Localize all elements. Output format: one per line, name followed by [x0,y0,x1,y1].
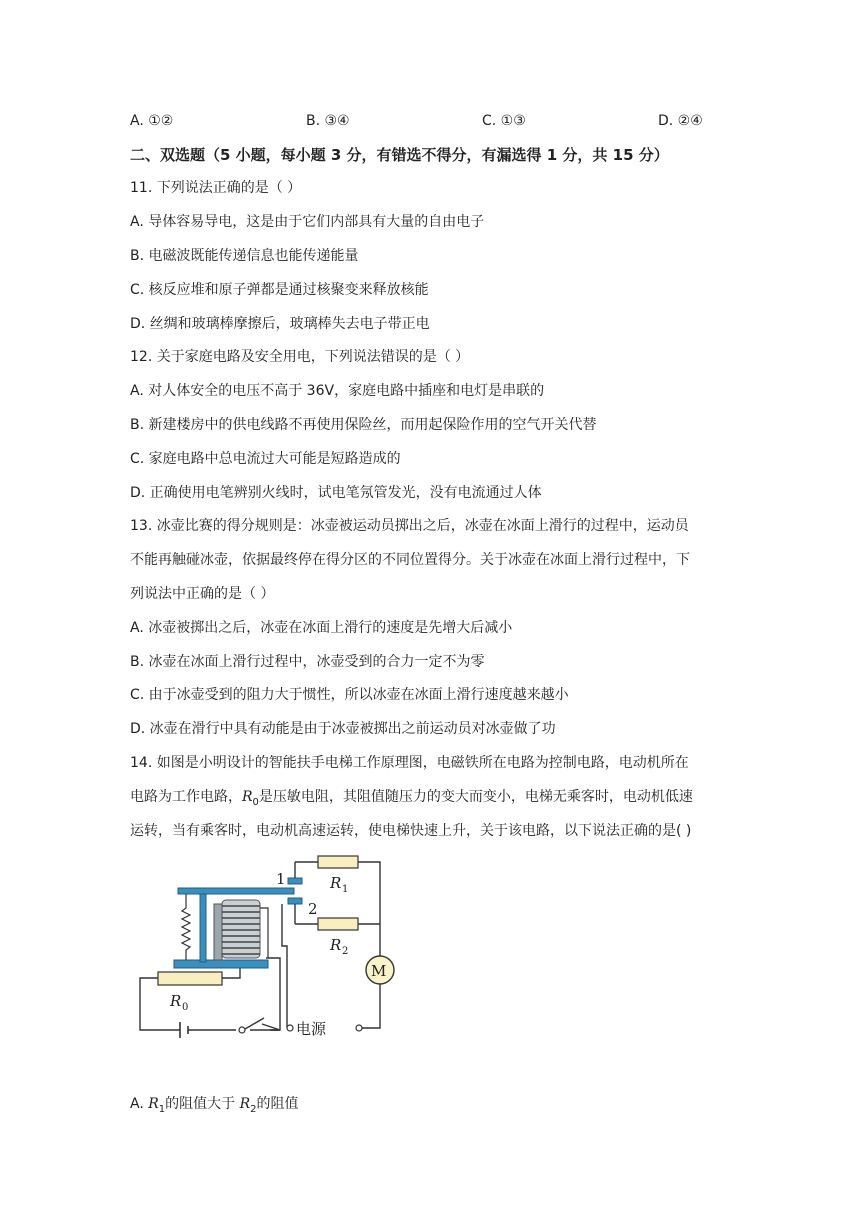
q13-stem-line1: 13. 冰壶比赛的得分规则是：冰壶被运动员掷出之后，冰壶在冰面上滑行的过程中，运动员 [130,518,689,534]
q12-option-a: A. 对人体安全的电压不高于 36V，家庭电路中插座和电灯是串联的 [130,383,545,399]
q13-stem-line2: 不能再触碰冰壶，依据最终停在得分区的不同位置得分。关于冰壶在冰面上滑行过程中，下 [130,552,690,568]
q13-option-d: D. 冰壶在滑行中具有动能是由于冰壶被掷出之前运动员对冰壶做了功 [130,721,556,737]
resistor-r0 [158,972,222,985]
q14-stem-line1: 14. 如图是小明设计的智能扶手电梯工作原理图，电磁铁所在电路为控制电路，电动机所在 [130,755,689,771]
q12-option-c: C. 家庭电路中总电流过大可能是短路造成的 [130,451,401,467]
spring-icon [182,900,190,960]
q14-option-a-r2-sub: 2 [250,1103,257,1115]
battery-icon [180,1022,188,1038]
q11-option-b: B. 电磁波既能传递信息也能传递能量 [130,248,359,264]
label-r1: R [330,874,342,892]
power-terminal-right [356,1025,362,1031]
section-title: 二、双选题（5 小题，每小题 3 分，有错选不得分，有漏选得 1 分，共 15 分） [130,146,669,164]
relay-base [174,960,268,968]
armature-post [200,890,206,962]
q14-option-a-mid: 的阻值大于 [165,1096,240,1112]
q14-option-a-r1-sub: 1 [158,1103,166,1115]
label-power: 电源 [296,1020,327,1038]
q12-stem: 12. 关于家庭电路及安全用电，下列说法错误的是（ ） [130,349,470,365]
power-terminal-left [287,1025,293,1031]
label-r2-sub: 2 [342,946,349,957]
q14-option-a-prefix: A. [130,1096,149,1112]
q13-option-c: C. 由于冰壶受到的阻力大于惯性，所以冰壶在冰面上滑行速度越来越小 [130,687,569,703]
q13-option-a: A. 冰壶被掷出之后，冰壶在冰面上滑行的速度是先增大后减小 [130,620,513,636]
electromagnet-icon [214,900,268,960]
q12-option-d: D. 正确使用电笔辨别火线时，试电笔氖管发光，没有电流通过人体 [130,485,542,501]
q13-stem-line3: 列说法中正确的是（ ） [130,586,275,602]
q14-option-a [130,1094,299,1120]
q11-option-a: A. 导体容易导电，这是由于它们内部具有大量的自由电子 [130,214,485,230]
q13-option-b: B. 冰壶在冰面上滑行过程中，冰壶受到的合力一定不为零 [130,654,485,670]
label-r1-sub: 1 [342,884,349,895]
switch-icon [239,1018,264,1033]
q14-stem-line2-a: 电路为工作电路， [130,789,242,805]
q11-option-c: C. 核反应堆和原子弹都是通过核聚变来释放核能 [130,282,429,298]
q14-stem-line2 [130,787,693,813]
control-circuit-wires [140,958,280,1030]
option-c-prev: C. ①③ [482,113,526,129]
resistor-r2 [318,918,358,930]
armature-lever [178,888,294,894]
option-a-prev: A. ①② [130,113,174,129]
label-contact-2: 2 [308,900,318,918]
q14-option-a-r2: R [239,1096,251,1112]
option-d-prev: D. ②④ [658,113,703,129]
q11-stem: 11. 下列说法正确的是（ ） [130,180,302,196]
label-motor: M [371,962,387,980]
q14-r0-subscript: 0 [252,796,259,808]
q14-stem-line2-b: 是压敏电阻，其阻值随压力的变大而变小，电梯无乘客时，电动机低速 [258,789,693,805]
q14-r0-symbol: R [242,789,253,805]
label-contact-1: 1 [276,870,286,888]
circuit-diagram [130,848,420,1048]
resistor-r1 [318,856,358,868]
label-r0-sub: 0 [182,1002,189,1013]
q11-option-d: D. 丝绸和玻璃棒摩擦后，玻璃棒失去电子带正电 [130,316,430,332]
q12-option-b: B. 新建楼房中的供电线路不再使用保险丝，而用起保险作用的空气开关代替 [130,417,597,433]
q14-option-a-r1: R [148,1096,159,1112]
q14-stem-line3: 运转，当有乘客时，电动机高速运转，使电梯快速上升，关于该电路，以下说法正确的是( ) [130,823,692,839]
option-b-prev: B. ③④ [306,113,350,129]
q14-option-a-suffix: 的阻值 [256,1096,299,1112]
label-r0: R [170,992,182,1010]
label-r2: R [330,936,342,954]
